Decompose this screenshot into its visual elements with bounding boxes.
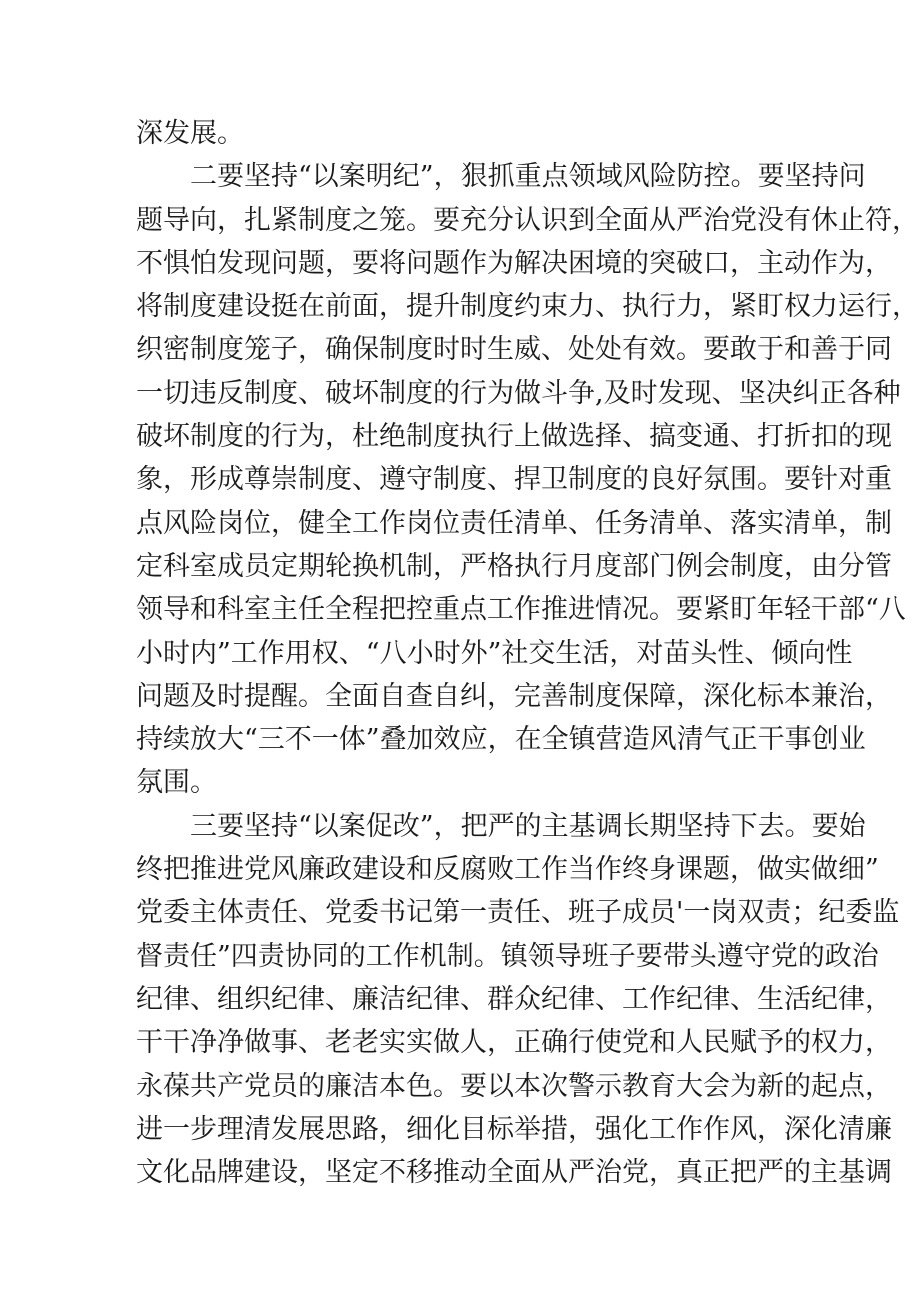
text-line: 定科室成员定期轮换机制，严格执行月度部门例会制度，由分管 <box>136 550 892 582</box>
text-line: 一切违反制度、破坏制度的行为做斗争,及时发现、坚决纠正各种 <box>136 377 901 409</box>
text-line: 问题及时提醒。全面自查自纠，完善制度保障，深化标本兼治， <box>136 680 892 712</box>
document-body <box>136 112 919 1194</box>
text-line: 破坏制度的行为，杜绝制度执行上做选择、搞变通、打折扣的现 <box>136 421 892 453</box>
text-line: 深发展。 <box>136 118 244 149</box>
text-line: 干干净净做事、老老实实做人，正确行使党和人民赋予的权力， <box>136 1027 892 1059</box>
paragraph-start-line: 二要坚持“以案明纪”，狠抓重点领域风险防控。要坚持问 <box>190 161 866 193</box>
text-line: 将制度建设挺在前面，提升制度约束力、执行力，紧盯权力运行， <box>136 291 919 323</box>
text-line: 领导和科室主任全程把控重点工作推进情况。要紧盯年轻干部“八 <box>136 594 906 626</box>
text-line: 不惧怕发现问题，要将问题作为解决困境的突破口，主动作为， <box>136 247 892 279</box>
text-line: 终把推进党风廉政建设和反腐败工作当作终身课题，做实做细” <box>136 854 879 886</box>
text-line: 象，形成尊崇制度、遵守制度、捍卫制度的良好氛围。要针对重 <box>136 464 892 496</box>
text-line: 持续放大“三不一体”叠加效应，在全镇营造风清气正干事创业 <box>136 724 866 756</box>
paragraph-start-line: 三要坚持“以案促改”，把严的主基调长期坚持下去。要始 <box>190 810 866 842</box>
text-line: 点风险岗位，健全工作岗位责任清单、任务清单、落实清单，制 <box>136 507 892 539</box>
text-line: 永葆共产党员的廉洁本色。要以本次警示教育大会为新的起点， <box>136 1070 892 1102</box>
text-line: 小时内”工作用权、“八小时外”社交生活，对苗头性、倾向性 <box>136 637 853 669</box>
text-line: 文化品牌建设，坚定不移推动全面从严治党，真正把严的主基调 <box>136 1157 892 1189</box>
text-line: 督责任”四责协同的工作机制。镇领导班子要带头遵守党的政治 <box>136 940 879 972</box>
text-line: 氛围。 <box>136 767 217 799</box>
text-line: 党委主体责任、党委书记第一责任、班子成员'一岗双责；纪委监 <box>136 897 900 929</box>
text-line: 纪律、组织纪律、廉洁纪律、群众纪律、工作纪律、生活纪律， <box>136 983 892 1015</box>
text-line: 进一步理清发展思路，细化目标举措，强化工作作风，深化清廉 <box>136 1113 892 1145</box>
text-line: 织密制度笼子，确保制度时时生威、处处有效。要敢于和善于同 <box>136 334 892 366</box>
text-line: 题导向，扎紧制度之笼。要充分认识到全面从严治党没有休止符， <box>136 204 919 236</box>
